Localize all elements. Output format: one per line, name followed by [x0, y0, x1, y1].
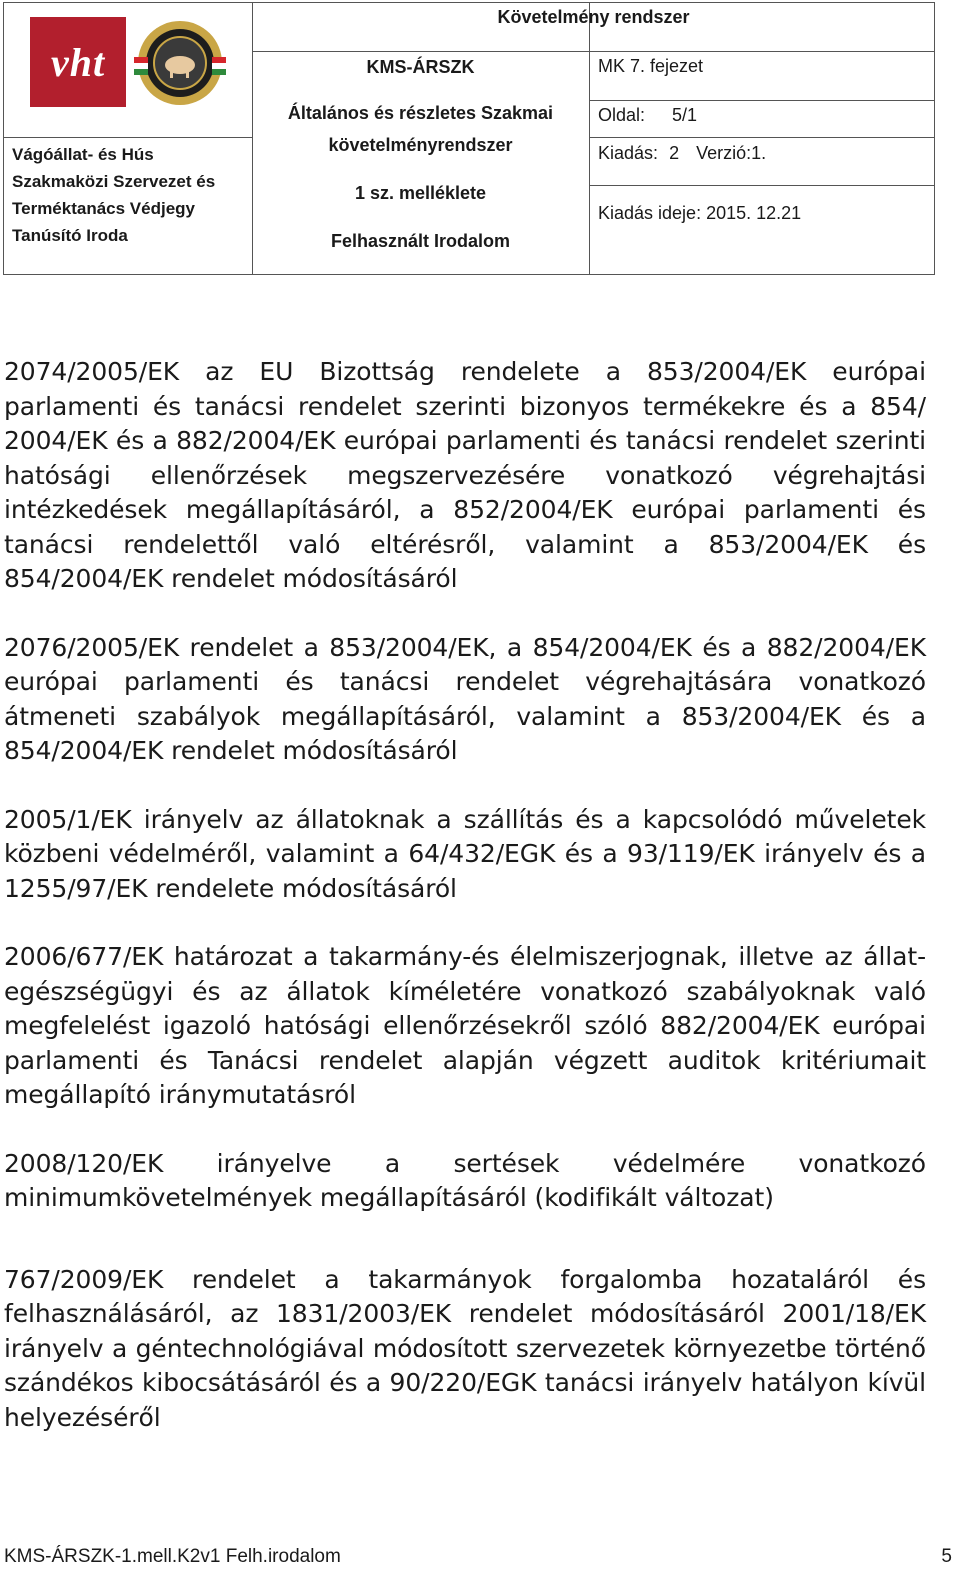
page-indicator: [598, 105, 697, 126]
header-divider: [589, 100, 935, 101]
reference-item: 767/2009/EK rendelet a takarmányok forgalomba hozataláról és felhasználásáról, az 1831/2003/EK rendelet módosításáról 2001/18/EK irányelv a géntechnológiával módosított szervezetek környezetbe történő szándékos kibocsátásáról és a 90/220/EGK tanácsi irányelv hatályon kívül helyezéséről: [4, 1264, 926, 1432]
org-line: Vágóállat- és Hús: [12, 145, 154, 164]
issue-label: Kiadás:: [598, 143, 659, 163]
footer-document-id: KMS-ÁRSZK-1.mell.K2v1 Felh.irodalom: [4, 1546, 341, 1567]
reference-item: 2006/677/EK határozat a takarmány-és élelmiszerjognak, illetve az állat-egészségügyi és az állatok kíméletére vonatkozó szabályoknak való megfelelést igazoló hatósági ellenőrzésekről szóló 882/2004/EK európai parlamenti és Tanácsi rendelet alapján végzett auditok kritériumait megállapító iránymutatásról: [4, 942, 926, 1109]
document-title-line: Általános és részletes Szakmai: [287, 103, 554, 123]
header-divider: [589, 3, 590, 274]
page-label: Oldal:: [598, 105, 646, 125]
page-value: 5/1: [672, 105, 698, 125]
issue-date: [598, 203, 801, 224]
org-line: Tanúsító Iroda: [12, 226, 128, 245]
reference-item: 2005/1/EK irányelv az állatoknak a szállítás és a kapcsolódó műveletek közbeni védelméről, valamint a 64/432/EGK és a 93/119/EK irányelv és a 1255/97/EK rendelete módosításáról: [4, 804, 926, 903]
reference-item: 2008/120/EK irányelve a sertések védelmére vonatkozó minimumkövetelmények megállapításáról (kodifikált változat): [4, 1148, 926, 1212]
org-line: Szakmaközi Szervezet és: [12, 172, 216, 191]
document-title-line: követelményrendszer: [328, 135, 513, 155]
version-label: Verzió:1.: [696, 143, 767, 163]
document-code: KMS-ÁRSZK: [366, 57, 475, 77]
system-title: Követelmény rendszer: [497, 7, 690, 27]
header-divider: [252, 51, 935, 52]
issue-value: 2: [669, 143, 680, 163]
header-divider: [589, 185, 935, 186]
references-list: [4, 355, 926, 1435]
issue-date-value: 2015. 12.21: [706, 203, 802, 223]
issue-date-label: Kiadás ideje:: [598, 203, 702, 223]
vht-logo: [30, 17, 126, 107]
footer-page-number: 5: [941, 1546, 952, 1567]
issue-version: [598, 143, 766, 164]
document-header: [3, 2, 935, 275]
reference-item: 2074/2005/EK az EU Bizottság rendelete a 853/2004/EK európai parlamenti és tanácsi rendelet szerinti bizonyos termékekre és a 854/ 2004/EK és a 882/2004/EK európai parlamenti és tanácsi rendelet szerinti hatósági ellenőrzések megszervezésére vonatkozó végrehajtási intézkedések megállapításáról, a 852/2004/EK európai parlamenti és tanácsi rendelettől való eltérésről, valamint a 853/2004/EK és 854/2004/EK rendelet módosításáról: [4, 357, 926, 593]
org-line: Terméktanács Védjegy: [12, 199, 195, 218]
reference-item: 2076/2005/EK rendelet a 853/2004/EK, a 854/2004/EK és a 882/2004/EK európai parlamenti és tanácsi rendelet végrehajtására vonatkozó átmeneti szabályok megállapításáról, valamint a 853/2004/EK és a 854/2004/EK rendelet módosításáról: [4, 632, 926, 765]
header-divider: [4, 137, 252, 138]
document-title-line: Felhasznált Irodalom: [330, 231, 511, 251]
organization-name: [12, 141, 248, 249]
chapter-label: MK 7. fejezet: [598, 56, 704, 76]
header-divider: [589, 137, 935, 138]
vht-logo-text: vht: [50, 39, 106, 85]
document-title-line: 1 sz. melléklete: [354, 183, 487, 203]
quality-seal-logo: [132, 19, 228, 107]
